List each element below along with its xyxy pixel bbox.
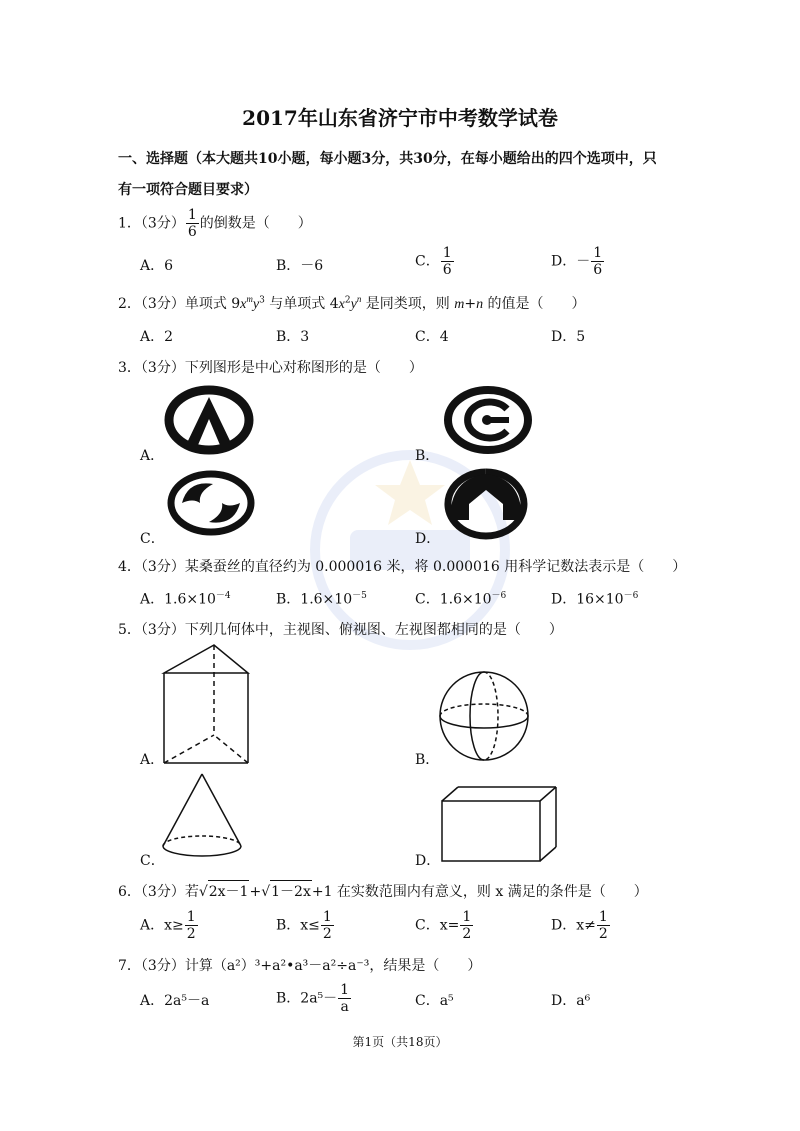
q5-option-a: A． xyxy=(140,752,165,768)
q1-c-label: C． xyxy=(415,253,440,270)
question-1 xyxy=(118,208,312,239)
q4-d-base: D．16×10 xyxy=(551,591,624,608)
q3-option-d: D． xyxy=(415,531,441,547)
q7-b-num: 1 xyxy=(340,982,350,998)
q4-c-base: C．1.6×10 xyxy=(415,591,492,608)
q5-option-b: B． xyxy=(415,752,440,768)
q4-option-d xyxy=(551,588,638,609)
q6-c-label: C．x= xyxy=(415,917,460,934)
q1-frac-num: 1 xyxy=(187,207,197,223)
q1-fraction xyxy=(186,208,199,239)
q7-b-label: B．2a⁵－ xyxy=(276,990,338,1007)
q6-d-label: D．x≠ xyxy=(551,917,596,934)
q1-c-num: 1 xyxy=(442,245,452,261)
q6-c-den: 2 xyxy=(462,926,472,942)
q3-option-c: C． xyxy=(140,531,165,547)
q1-frac-den: 6 xyxy=(187,224,197,240)
q4-c-exp: －6 xyxy=(491,591,507,601)
q5-figure-cuboid xyxy=(440,785,560,865)
q4-a-exp: －4 xyxy=(215,591,231,601)
q3-figure-c xyxy=(168,470,254,536)
q6-b-den: 2 xyxy=(322,926,332,942)
question-7: 7．（3分）计算（a²）³+a²•a³－a²÷a⁻³，结果是（ ） xyxy=(118,958,482,974)
page-footer: 第1页（共18页） xyxy=(352,1035,448,1049)
q1-option-d xyxy=(551,246,605,277)
question-5: 5．（3分）下列几何体中，主视图、俯视图、左视图都相同的是（ ） xyxy=(118,622,563,638)
q7-b-den: a xyxy=(340,999,349,1015)
q2-text-c: 是同类项，则 xyxy=(365,296,450,312)
q6-b-num: 1 xyxy=(322,909,332,925)
q1-d-label: D．－ xyxy=(551,253,591,270)
q5-option-d: D． xyxy=(415,853,441,869)
question-4: 4．（3分）某桑蚕丝的直径约为 0.000016 米，将 0.000016 用科学记数法表示是（ ） xyxy=(118,559,687,575)
sqrt-icon: √ xyxy=(198,884,208,900)
q1-prefix: 1．（3分） xyxy=(118,215,185,232)
q3-figure-d xyxy=(443,468,529,538)
q4-option-a xyxy=(140,588,231,609)
q7-option-c: C．a⁵ xyxy=(415,993,454,1009)
q3-option-b: B． xyxy=(415,448,440,464)
q7-option-a: A．2a⁵－a xyxy=(140,993,210,1009)
page-title: 2017年山东省济宁市中考数学试卷 xyxy=(242,106,558,130)
q1-option-c xyxy=(415,246,455,277)
q6-c-num: 1 xyxy=(462,909,472,925)
q6-a-den: 2 xyxy=(186,926,196,942)
q7-option-d: D．a⁶ xyxy=(551,993,591,1009)
q1-d-num: 1 xyxy=(593,245,603,261)
q2-text-b: 与单项式 4 xyxy=(269,296,339,312)
q6-radicand-2: 1－2x xyxy=(270,880,312,901)
q6-option-c xyxy=(415,910,474,941)
q2-option-d: D．5 xyxy=(551,329,586,345)
sqrt-icon: √ xyxy=(261,884,271,900)
q2-option-b: B．3 xyxy=(276,329,310,345)
q2-option-c: C．4 xyxy=(415,329,449,345)
q3-option-a: A． xyxy=(140,448,165,464)
q6-option-d xyxy=(551,910,611,941)
q2-text-d: 的值是（ ） xyxy=(487,296,586,312)
q4-option-b xyxy=(276,588,367,609)
q3-figure-b xyxy=(445,387,531,453)
q4-option-c xyxy=(415,588,506,609)
q5-figure-prism xyxy=(160,643,252,767)
q6-a-label: A．x≥ xyxy=(140,917,184,934)
q4-b-base: B．1.6×10 xyxy=(276,591,353,608)
q5-figure-cone xyxy=(160,772,244,862)
q4-a-base: A．1.6×10 xyxy=(140,591,216,608)
q5-figure-sphere xyxy=(438,670,530,762)
q7-option-b xyxy=(276,983,352,1014)
q1-d-den: 6 xyxy=(593,262,603,278)
q6-suffix: +1 在实数范围内有意义，则 x 满足的条件是（ ） xyxy=(311,884,648,900)
q6-prefix: 6．（3分）若 xyxy=(118,884,199,900)
question-3: 3．（3分）下列图形是中心对称图形的是（ ） xyxy=(118,360,423,376)
question-6: 6．（3分）若√2x－1+√1－2x+1 在实数范围内有意义，则 x 满足的条件是（ ） xyxy=(118,880,648,901)
q4-d-exp: －6 xyxy=(623,591,639,601)
q4-b-exp: －5 xyxy=(352,591,367,601)
q2-text-a: 2．（3分）单项式 9 xyxy=(118,296,241,312)
section-heading-line2: 有一项符合题目要求） xyxy=(118,182,258,198)
q3-figure-a xyxy=(166,387,252,453)
q1-option-a: A．6 xyxy=(140,258,174,274)
q6-d-den: 2 xyxy=(598,926,608,942)
q6-radicand-1: 2x－1 xyxy=(208,880,250,901)
q1-suffix: 的倒数是（ ） xyxy=(199,215,312,232)
q1-c-den: 6 xyxy=(442,262,452,278)
q1-option-b: B．－6 xyxy=(276,258,324,274)
question-2: 2．（3分）单项式 $9x^my^3$ 与单项式 $4x^2y^n$ 是同类项，则 m+n 的值是（ ） xyxy=(118,294,586,312)
q6-option-a xyxy=(140,910,199,941)
q6-d-num: 1 xyxy=(598,909,608,925)
q6-a-num: 1 xyxy=(186,909,196,925)
q5-option-c: C． xyxy=(140,853,165,869)
section-heading-line1: 一、选择题（本大题共10小题，每小题3分，共30分，在每小题给出的四个选项中，只 xyxy=(118,151,657,167)
q2-option-a: A．2 xyxy=(140,329,174,345)
q6-option-b xyxy=(276,910,335,941)
q6-b-label: B．x≤ xyxy=(276,917,320,934)
